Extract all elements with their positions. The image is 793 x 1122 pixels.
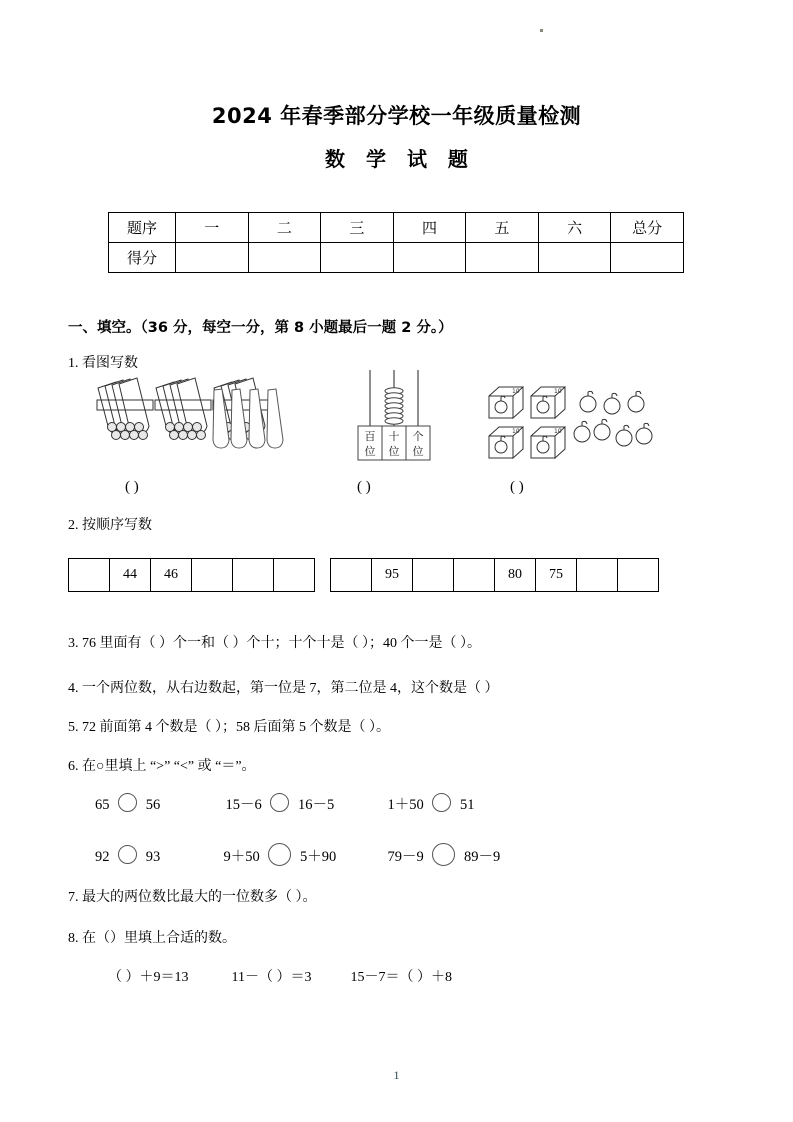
svg-text:位: 位 (388, 445, 400, 458)
question-1 (68, 352, 138, 372)
score-cell-5[interactable] (466, 243, 539, 273)
compare-left-5: 9＋50 (223, 849, 260, 865)
score-table-row-label: 得分 (109, 243, 176, 273)
question-4 (68, 677, 499, 697)
question-7-text: 最大的两位数比最大的一位数多（ ）。 (82, 890, 317, 905)
score-cell-1[interactable] (176, 243, 249, 273)
grid-right-cell-2: 95 (372, 559, 413, 592)
score-table (108, 212, 684, 273)
question-8-item-1[interactable]: （ ）＋9＝13 (108, 970, 189, 985)
grid-right-cell-7[interactable] (577, 559, 618, 592)
grid-left-cell-2: 44 (110, 559, 151, 592)
compare-circle-4[interactable] (118, 845, 137, 864)
abacus-label-ones: 个 (412, 430, 424, 443)
svg-text:位: 位 (412, 445, 424, 458)
compare-left-4: 92 (95, 849, 110, 865)
compare-item-4 (95, 845, 160, 866)
question-8-item-3[interactable]: 15－7＝（ ）＋8 (350, 970, 452, 985)
table-row (109, 243, 684, 273)
question-5-number: 5. (68, 720, 79, 735)
question-1-answer-2[interactable]: ( ) (357, 479, 371, 495)
question-8 (68, 927, 236, 947)
question-3-text: 76 里面有（ ）个一和（ ）个十；十个十是（ ）；40 个一是（ ）。 (82, 636, 481, 651)
score-cell-total[interactable] (611, 243, 684, 273)
grid-right-cell-8[interactable] (618, 559, 659, 592)
question-1-number: 1. (68, 356, 79, 371)
score-table-col-6: 六 (538, 213, 611, 243)
question-1-text: 看图写数 (82, 356, 138, 371)
question-4-number: 4. (68, 681, 79, 696)
compare-item-5 (224, 843, 337, 866)
question-2-number: 2. (68, 518, 79, 533)
question-2 (68, 514, 152, 534)
page-title: 2024 年春季部分学校一年级质量检测 (211, 104, 582, 128)
compare-circle-6[interactable] (432, 843, 455, 866)
grid-right-cell-6: 75 (536, 559, 577, 592)
grid-left-cell-5[interactable] (233, 559, 274, 592)
grid-left-cell-1[interactable] (69, 559, 110, 592)
compare-left-6: 79－9 (387, 849, 424, 865)
compare-right-2: 16－5 (298, 797, 335, 813)
compare-item-1 (95, 793, 160, 814)
abacus-label-hundreds: 百 (364, 430, 376, 443)
table-row (331, 559, 659, 592)
compare-item-6 (388, 843, 501, 866)
compare-circle-1[interactable] (118, 793, 137, 812)
question-5-text: 72 前面第 4 个数是（ ）；58 后面第 5 个数是（ ）。 (82, 720, 390, 735)
page-corner-mark (540, 29, 543, 32)
compare-circle-5[interactable] (268, 843, 291, 866)
grid-left-cell-4[interactable] (192, 559, 233, 592)
compare-row-1 (95, 793, 475, 814)
compare-item-2 (226, 793, 335, 814)
compare-right-4: 93 (145, 849, 161, 865)
compare-item-3 (388, 793, 475, 814)
question-1-answer-3[interactable]: ( ) (510, 479, 524, 495)
single-sticks-figure (202, 386, 292, 458)
score-table-col-2: 二 (248, 213, 321, 243)
compare-circle-2[interactable] (270, 793, 289, 812)
boxes-and-apples-figure (487, 384, 657, 464)
compare-right-6: 89－9 (464, 849, 501, 865)
grid-right-cell-1[interactable] (331, 559, 372, 592)
page-number: 1 (393, 1068, 400, 1082)
compare-left-2: 15－6 (225, 797, 262, 813)
score-table-col-4: 四 (393, 213, 466, 243)
apple-icon (580, 391, 596, 412)
question-6 (68, 755, 256, 775)
grid-left-cell-6[interactable] (274, 559, 315, 592)
svg-text:10: 10 (512, 388, 520, 395)
grid-left-cell-3: 46 (151, 559, 192, 592)
grid-right-cell-3[interactable] (413, 559, 454, 592)
compare-right-1: 56 (145, 797, 161, 813)
score-cell-2[interactable] (248, 243, 321, 273)
svg-text:10: 10 (554, 388, 562, 395)
compare-right-5: 5＋90 (300, 849, 337, 865)
compare-left-1: 65 (95, 797, 110, 813)
question-7 (68, 886, 317, 906)
score-table-row-label: 题序 (109, 213, 176, 243)
grid-right-cell-4[interactable] (454, 559, 495, 592)
question-1-answer-1[interactable]: ( ) (125, 479, 139, 495)
question-6-number: 6. (68, 759, 79, 774)
section-one-heading: 一、填空。（36 分，每空一分，第 8 小题最后一题 2 分。） (68, 320, 453, 336)
svg-text:10: 10 (554, 428, 562, 435)
number-grid-left (68, 558, 315, 592)
question-5 (68, 716, 390, 736)
question-6-text: 在○里填上 “>” “<” 或 “＝”。 (82, 759, 256, 774)
table-row (69, 559, 315, 592)
number-grid-right (330, 558, 659, 592)
question-3-number: 3. (68, 636, 79, 651)
compare-circle-3[interactable] (432, 793, 451, 812)
compare-row-2 (95, 843, 500, 866)
score-cell-4[interactable] (393, 243, 466, 273)
table-row (109, 213, 684, 243)
question-7-number: 7. (68, 890, 79, 905)
question-8-text: 在（）里填上合适的数。 (82, 931, 236, 946)
question-8-item-2[interactable]: 11－（ ）＝3 (231, 970, 312, 985)
score-table-col-total: 总分 (611, 213, 684, 243)
score-table-col-1: 一 (176, 213, 249, 243)
grid-right-cell-5: 80 (495, 559, 536, 592)
score-table-col-5: 五 (466, 213, 539, 243)
question-4-text: 一个两位数，从右边数起，第一位是 7，第二位是 4，这个数是（ ） (82, 681, 499, 696)
score-cell-3[interactable] (321, 243, 394, 273)
page-subtitle: 数 学 试 题 (325, 147, 475, 171)
compare-left-3: 1＋50 (387, 797, 424, 813)
question-2-text: 按顺序写数 (82, 518, 152, 533)
svg-text:位: 位 (364, 445, 376, 458)
abacus-label-tens: 十 (388, 430, 400, 443)
score-table-col-3: 三 (321, 213, 394, 243)
abacus-figure (356, 368, 432, 464)
question-8-number: 8. (68, 931, 79, 946)
svg-text:10: 10 (512, 428, 520, 435)
question-3 (68, 632, 481, 652)
question-8-items (108, 966, 452, 986)
score-cell-6[interactable] (538, 243, 611, 273)
compare-right-3: 51 (460, 797, 475, 813)
